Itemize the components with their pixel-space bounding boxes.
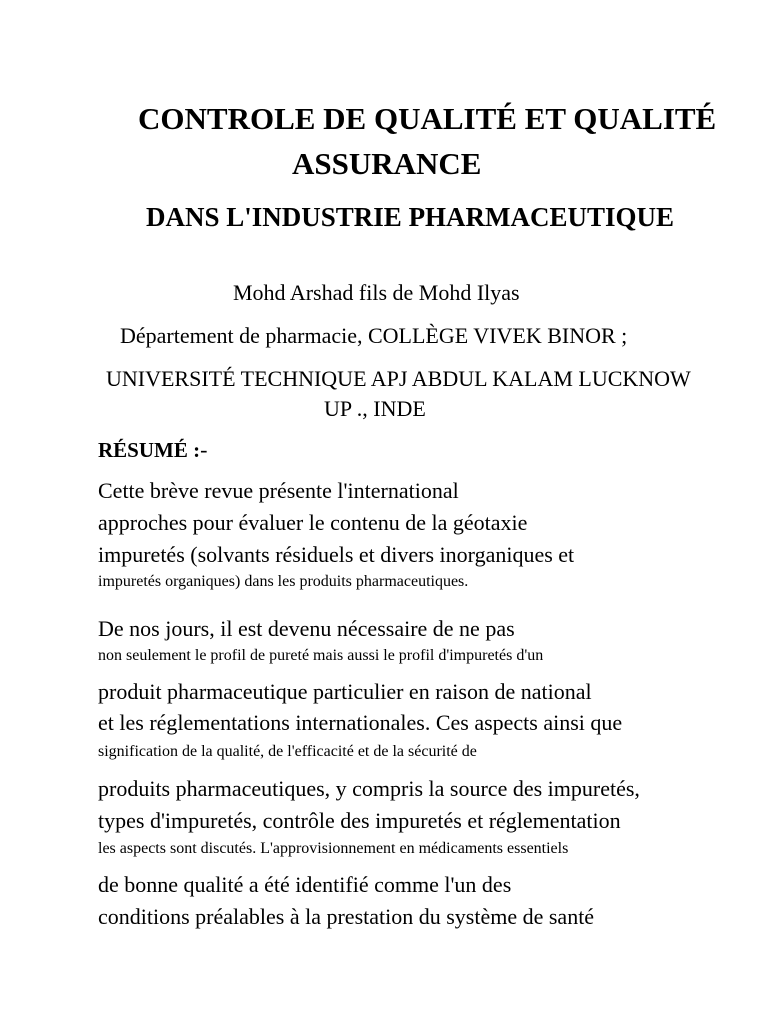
author-name: Mohd Arshad fils de Mohd Ilyas	[233, 280, 520, 305]
body-line: de bonne qualité a été identifié comme l'un des	[98, 872, 512, 897]
body-line: les aspects sont discutés. L'approvisionnement en médicaments essentiels	[98, 840, 569, 857]
affiliation-line-3: UP ., INDE	[324, 396, 426, 421]
title-line-1: CONTROLE DE QUALITÉ ET QUALITÉ	[138, 101, 717, 136]
body-line: produits pharmaceutiques, y compris la source des impuretés,	[98, 776, 640, 801]
abstract-heading-label: RÉSUMÉ :	[98, 438, 201, 462]
abstract-heading	[98, 439, 207, 461]
body-line: types d'impuretés, contrôle des impuretés et réglementation	[98, 808, 621, 833]
body-line: De nos jours, il est devenu nécessaire de ne pas	[98, 616, 515, 641]
subtitle: DANS L'INDUSTRIE PHARMACEUTIQUE	[146, 202, 675, 232]
body-line: signification de la qualité, de l'efficacité et de la sécurité de	[98, 743, 477, 760]
affiliation-line-1: Département de pharmacie, COLLÈGE VIVEK BINOR ;	[120, 323, 628, 348]
affiliation-line-2: UNIVERSITÉ TECHNIQUE APJ ABDUL KALAM LUCKNOW	[106, 366, 691, 391]
body-line: conditions préalables à la prestation du système de santé	[98, 904, 595, 929]
body-line: impuretés organiques) dans les produits pharmaceutiques.	[98, 573, 469, 590]
title-line-2: ASSURANCE	[292, 146, 482, 181]
body-line: approches pour évaluer le contenu de la géotaxie	[98, 510, 528, 535]
body-line: produit pharmaceutique particulier en raison de national	[98, 679, 592, 704]
body-line: et les réglementations internationales. Ces aspects ainsi que	[98, 710, 623, 735]
abstract-heading-dash: -	[200, 437, 208, 462]
body-line: impuretés (solvants résiduels et divers inorganiques et	[98, 542, 575, 567]
body-line: Cette brève revue présente l'international	[98, 478, 459, 503]
body-line: non seulement le profil de pureté mais aussi le profil d'impuretés d'un	[98, 647, 544, 664]
